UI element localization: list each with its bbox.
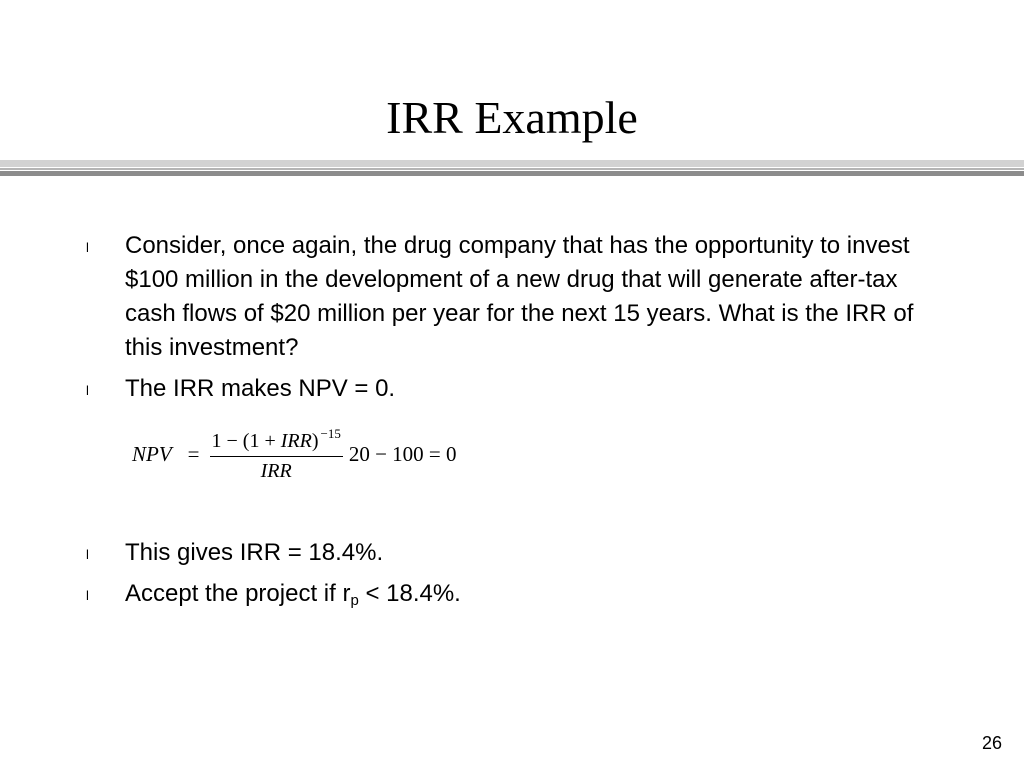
numerator-var: IRR: [280, 430, 312, 452]
bullet-item: [86, 577, 946, 618]
bullet-item: [86, 372, 946, 406]
bullet-item: [86, 229, 946, 365]
bullet-text: This gives IRR = 18.4%.: [125, 539, 384, 566]
equation-rhs: 20 − 100 = 0: [348, 442, 457, 466]
numerator-post: ): [311, 430, 319, 452]
bullet-list-bottom: [86, 536, 946, 625]
bullet-icon: l: [86, 383, 89, 398]
equation-lhs: NPV: [132, 442, 172, 466]
bullet-text-pre: Accept the project if r: [125, 580, 351, 607]
bullet-text: [125, 580, 461, 607]
bullet-subscript: p: [350, 592, 359, 609]
page-number: 26: [981, 733, 1002, 753]
bullet-list-top: [86, 229, 946, 413]
npv-equation: [132, 426, 457, 483]
bullet-icon: l: [86, 588, 89, 603]
equation-numerator: [210, 426, 343, 457]
equation-exponent: −15: [320, 426, 341, 441]
bullet-icon: l: [86, 547, 89, 562]
bullet-item: [86, 536, 946, 570]
slide-title: IRR Example: [386, 92, 638, 143]
bullet-text: Consider, once again, the drug company that has the opportunity to invest $100 million in the development of a new drug that will generate after-tax cash flows of $20 million per year for the next 15 years. What is the IRR of this investment?: [125, 232, 914, 361]
equation-denominator: IRR: [260, 460, 292, 482]
bullet-text-post: < 18.4%.: [358, 580, 461, 607]
equation-fraction: [210, 426, 343, 483]
numerator-pre: 1 − (1 +: [211, 430, 281, 452]
bullet-text: The IRR makes NPV = 0.: [125, 375, 396, 402]
equation-equals: =: [187, 442, 200, 466]
title-divider: [0, 160, 1024, 178]
bullet-icon: l: [86, 240, 89, 255]
